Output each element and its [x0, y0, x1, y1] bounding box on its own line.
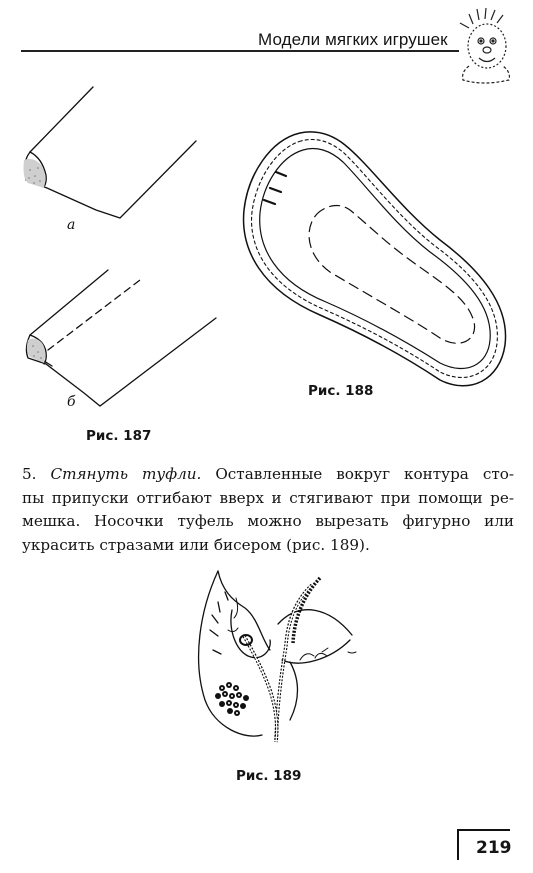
paragraph-text-1: Оставленные вокруг контура сто-: [215, 465, 515, 483]
fig187-label-b: б: [67, 394, 76, 410]
paragraph-line-2: пы припуски отгибают вверх и стягивают при помощи ре-: [22, 488, 514, 507]
fig187-caption: Рис. 187: [86, 428, 152, 444]
paragraph-line-4: украсить стразами или бисером (рис. 189).: [22, 535, 370, 554]
running-header-title: Модели мягких игрушек: [258, 30, 448, 49]
page-number: 219: [476, 838, 512, 858]
fig187-label-a: а: [67, 217, 76, 233]
fig188-caption: Рис. 188: [308, 383, 374, 399]
fig189-caption: Рис. 189: [236, 768, 302, 784]
step-title: Стянуть туфли.: [50, 465, 202, 483]
step-number: 5.: [22, 465, 37, 483]
paragraph-line-3: мешка. Носочки туфель можно вырезать фигурно или: [22, 512, 514, 530]
